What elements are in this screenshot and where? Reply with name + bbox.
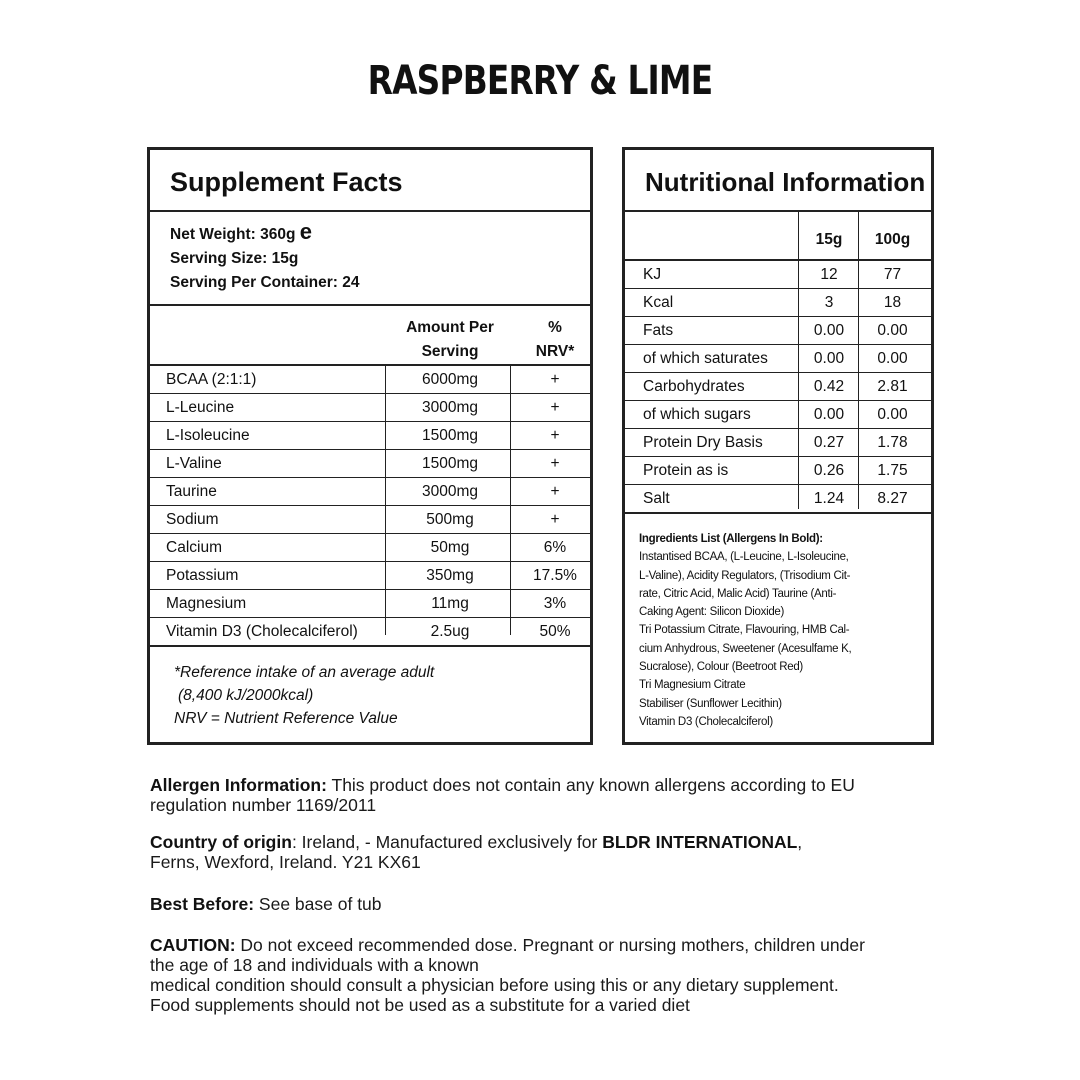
serving-size: Serving Size: 15g	[170, 250, 299, 267]
ingredient-line: Sucralose), Colour (Beetroot Red)	[639, 661, 803, 674]
supplement-facts-heading: Supplement Facts	[150, 150, 590, 212]
supplement-row	[150, 478, 590, 506]
table-grid-line	[510, 364, 511, 635]
nutrient-name: BCAA (2:1:1)	[166, 371, 257, 388]
caution-notice: CAUTION: Do not exceed recommended dose. Pregnant or nursing mothers, children under the age of 18 and individuals with a known medical condition should consult a physician before using this or any dietary supplement. Food supplements should not be used as a substitute for a varied diet	[150, 935, 865, 1015]
value-per-15g: 0.27	[813, 434, 845, 451]
estimated-mark: e	[299, 219, 313, 244]
servings-per-container: Serving Per Container: 24	[170, 274, 360, 291]
nrv-percent: 50%	[539, 623, 571, 640]
nrv-percent: 17.5%	[533, 567, 577, 584]
value-per-100g: 2.81	[877, 378, 908, 395]
nutrition-row	[625, 373, 931, 401]
ingredient-line: Caking Agent: Silicon Dioxide)	[639, 606, 785, 619]
nutrient-name: Vitamin D3 (Cholecalciferol)	[166, 623, 358, 640]
value-per-15g: 1.24	[813, 490, 845, 507]
value-per-15g: 0.00	[813, 406, 845, 423]
amount-per-serving: 6000mg	[421, 371, 478, 388]
supplement-table-body	[150, 366, 590, 647]
product-title: RASPBERRY & LIME	[367, 58, 713, 104]
nutrition-row	[625, 345, 931, 373]
value-per-100g: 8.27	[877, 490, 908, 507]
ingredient-line: Tri Potassium Citrate, Flavouring, HMB Cal-	[639, 624, 850, 637]
supplement-row	[150, 506, 590, 534]
amount-per-serving: 2.5ug	[430, 623, 470, 640]
nutrition-row	[625, 457, 931, 485]
nutrition-table-body	[625, 261, 931, 514]
supplement-table-header	[150, 306, 590, 366]
nutrition-row	[625, 261, 931, 289]
ingredients-heading: Ingredients List (Allergens In Bold):	[639, 533, 823, 545]
nutrition-row	[625, 317, 931, 345]
reference-line: *Reference intake of an average adult	[174, 664, 435, 681]
nutrition-item-name: Salt	[643, 490, 670, 507]
nrv-percent: +	[550, 511, 560, 528]
value-per-15g: 0.26	[813, 462, 845, 479]
ingredient-line: Instantised BCAA, (L-Leucine, L-Isoleucine,	[639, 551, 849, 564]
nrv-percent: +	[550, 455, 560, 472]
amount-per-serving: 500mg	[426, 511, 474, 528]
nrv-percent: +	[550, 427, 560, 444]
supplement-row	[150, 562, 590, 590]
table-grid-line	[385, 364, 386, 635]
nutrition-item-name: Protein as is	[643, 462, 729, 479]
nrv-percent: +	[550, 483, 560, 500]
nrv-definition: NRV = Nutrient Reference Value	[174, 710, 398, 727]
nutritional-information-panel	[622, 147, 934, 745]
supplement-row	[150, 450, 590, 478]
nutrition-item-name: of which sugars	[643, 406, 751, 423]
table-grid-line	[858, 212, 859, 509]
nutrition-row	[625, 485, 931, 514]
value-per-100g: 1.75	[877, 462, 908, 479]
supplement-row	[150, 366, 590, 394]
nrv-percent: 3%	[543, 595, 567, 612]
value-per-100g: 0.00	[877, 322, 908, 339]
amount-per-serving: 350mg	[426, 567, 474, 584]
nutrient-name: L-Valine	[166, 455, 222, 472]
supplement-facts-panel	[147, 147, 593, 745]
value-per-15g: 3	[824, 294, 834, 311]
amount-per-serving: 1500mg	[421, 427, 478, 444]
value-per-15g: 0.00	[813, 322, 845, 339]
supplement-row	[150, 590, 590, 618]
nrv-percent: 6%	[543, 539, 567, 556]
value-per-100g: 1.78	[877, 434, 908, 451]
country-of-origin: Country of origin: Ireland, - Manufactured exclusively for BLDR INTERNATIONAL, Ferns, Wexford, Ireland. Y21 KX61	[150, 832, 803, 872]
table-grid-line	[798, 212, 799, 509]
nutrition-row	[625, 429, 931, 457]
nutrition-table-header	[625, 212, 931, 261]
supplement-row	[150, 394, 590, 422]
nutrient-name: Taurine	[166, 483, 217, 500]
ingredient-line: cium Anhydrous, Sweetener (Acesulfame K,	[639, 642, 852, 655]
net-weight: Net Weight: 360g	[170, 226, 296, 243]
ingredients-list	[625, 514, 931, 731]
reference-line: (8,400 kJ/2000kcal)	[178, 687, 314, 704]
value-per-100g: 18	[883, 294, 902, 311]
nutrient-name: Potassium	[166, 567, 239, 584]
supplement-row	[150, 422, 590, 450]
nutrient-name: Calcium	[166, 539, 222, 556]
allergen-information: Allergen Information: This product does not contain any known allergens according to EU regulation number 1169/2011	[150, 775, 855, 815]
nutrition-item-name: Fats	[643, 322, 674, 339]
nutrient-name: L-Isoleucine	[166, 427, 250, 444]
nutritional-information-heading: Nutritional Information	[625, 150, 931, 212]
amount-per-serving: 11mg	[431, 595, 469, 612]
value-per-100g: 0.00	[877, 406, 908, 423]
nutrient-name: Sodium	[166, 511, 219, 528]
nrv-percent: +	[550, 399, 560, 416]
ingredient-line: rate, Citric Acid, Malic Acid) Taurine (Anti-	[639, 587, 837, 600]
amount-per-serving: 3000mg	[421, 399, 478, 416]
nutrition-row	[625, 289, 931, 317]
value-per-100g: 77	[883, 266, 902, 283]
supplement-row	[150, 618, 590, 647]
value-per-15g: 0.00	[813, 350, 845, 367]
value-per-15g: 12	[820, 266, 838, 283]
amount-per-serving: 50mg	[430, 539, 470, 556]
nrv-column-header: % NRV*	[535, 319, 575, 360]
per-100g-header: 100g	[874, 231, 911, 248]
nutrient-name: L-Leucine	[166, 399, 235, 416]
value-per-100g: 0.00	[877, 350, 908, 367]
ingredient-line: Stabiliser (Sunflower Lecithin)	[639, 697, 782, 710]
value-per-15g: 0.42	[813, 378, 845, 395]
nutrition-item-name: Protein Dry Basis	[643, 434, 763, 451]
reference-note	[150, 647, 590, 730]
serving-info	[150, 212, 590, 306]
amount-column-header: Amount Per Serving	[406, 319, 494, 360]
nutrition-item-name: KJ	[643, 266, 662, 283]
ingredient-line: Vitamin D3 (Cholecalciferol)	[639, 715, 773, 728]
supplement-row	[150, 534, 590, 562]
ingredient-line: L-Valine), Acidity Regulators, (Trisodium Cit-	[639, 569, 851, 582]
per-15g-header: 15g	[815, 231, 843, 248]
amount-per-serving: 1500mg	[421, 455, 478, 472]
nutrition-row	[625, 401, 931, 429]
best-before: Best Before: See base of tub	[150, 894, 382, 914]
nutrition-item-name: of which saturates	[643, 350, 768, 367]
nutrient-name: Magnesium	[166, 595, 247, 612]
nrv-percent: +	[550, 371, 560, 388]
ingredient-line: Tri Magnesium Citrate	[639, 679, 746, 692]
nutrition-item-name: Carbohydrates	[643, 378, 745, 395]
nutrition-item-name: Kcal	[643, 294, 674, 311]
amount-per-serving: 3000mg	[421, 483, 478, 500]
